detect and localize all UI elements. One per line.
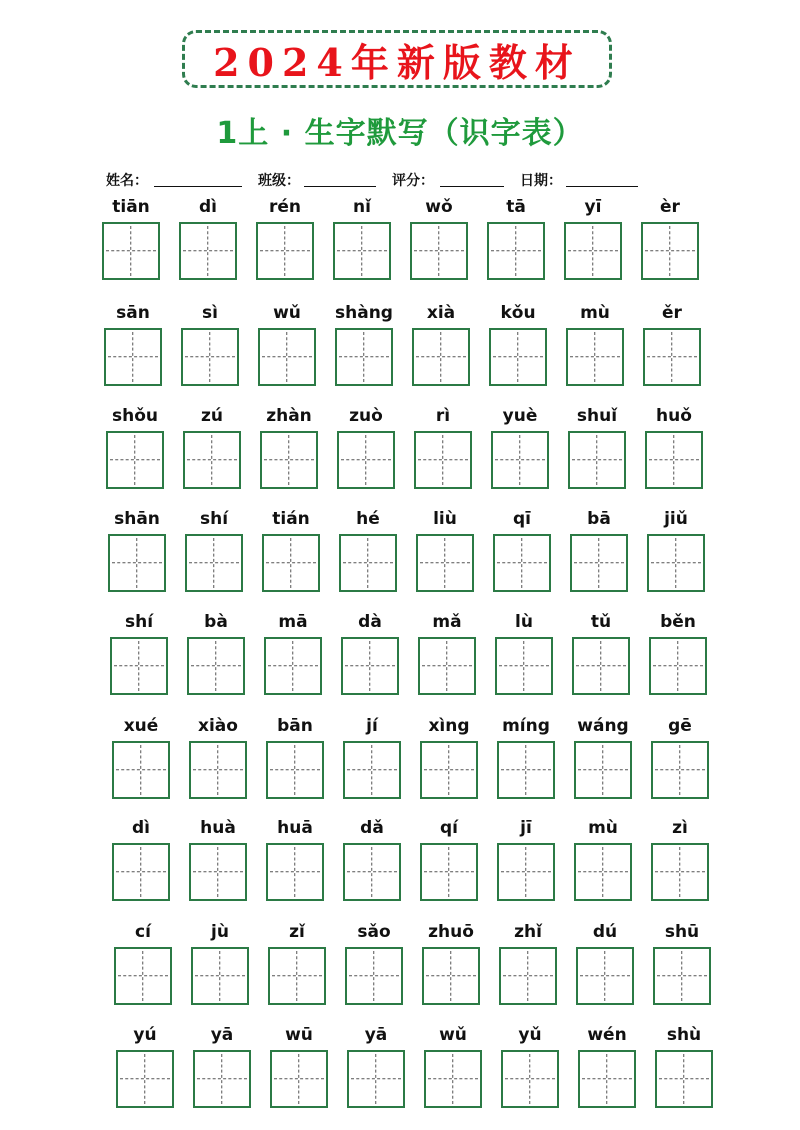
writing-box[interactable] (116, 1050, 174, 1108)
char-cell (341, 716, 403, 802)
pinyin-label: wū (285, 1025, 313, 1045)
pinyin-label: ěr (662, 303, 682, 323)
char-cell (102, 303, 164, 389)
pinyin-label: mù (588, 818, 618, 838)
pinyin-label: míng (502, 716, 550, 736)
writing-box[interactable] (112, 741, 170, 799)
writing-box[interactable] (266, 741, 324, 799)
char-cell (191, 1025, 253, 1111)
pinyin-label: zhuō (428, 922, 474, 942)
char-cell (562, 197, 624, 283)
pinyin-label: wén (587, 1025, 627, 1045)
writing-box[interactable] (268, 947, 326, 1005)
char-cell (335, 406, 397, 492)
char-cell (185, 612, 247, 698)
writing-box[interactable] (649, 637, 707, 695)
writing-box[interactable] (193, 1050, 251, 1108)
pinyin-label: hé (356, 509, 380, 529)
writing-box[interactable] (574, 843, 632, 901)
pinyin-label: xià (426, 303, 456, 323)
pinyin-label: běn (660, 612, 696, 632)
writing-box[interactable] (343, 843, 401, 901)
writing-box[interactable] (106, 431, 164, 489)
writing-box[interactable] (189, 741, 247, 799)
pinyin-label: tǔ (590, 612, 612, 632)
writing-box[interactable] (191, 947, 249, 1005)
pinyin-label: jiǔ (664, 509, 688, 529)
pinyin-label: dǎ (360, 818, 384, 838)
pinyin-label: liù (433, 509, 457, 529)
writing-box[interactable] (493, 534, 551, 592)
writing-box[interactable] (489, 328, 547, 386)
pinyin-label: xiào (198, 716, 238, 736)
char-cell (333, 303, 395, 389)
pinyin-label: bā (587, 509, 611, 529)
char-cell (100, 197, 162, 283)
char-cell (110, 818, 172, 904)
pinyin-label: shǒu (111, 406, 158, 426)
char-cell (564, 303, 626, 389)
char-cell (331, 197, 393, 283)
class-label: 班级： (258, 173, 300, 189)
writing-box[interactable] (424, 1050, 482, 1108)
pinyin-label: cí (135, 922, 151, 942)
writing-box[interactable] (491, 431, 549, 489)
char-cell (641, 303, 703, 389)
char-cell (260, 509, 322, 595)
char-cell (497, 922, 559, 1008)
pinyin-label: qī (513, 509, 531, 529)
pinyin-label: mā (278, 612, 308, 632)
banner-title: 2024年新版教材 (213, 39, 581, 85)
char-cell (339, 612, 401, 698)
char-cell (258, 406, 320, 492)
writing-box[interactable] (189, 843, 247, 901)
pinyin-label: yú (133, 1025, 157, 1045)
writing-box[interactable] (568, 431, 626, 489)
writing-box[interactable] (347, 1050, 405, 1108)
pinyin-label: yuè (502, 406, 538, 426)
char-cell (485, 197, 547, 283)
writing-box[interactable] (114, 947, 172, 1005)
char-cell (266, 922, 328, 1008)
char-cell (418, 818, 480, 904)
char-cell (189, 922, 251, 1008)
char-cell (110, 716, 172, 802)
char-cell (177, 197, 239, 283)
char-cell (572, 818, 634, 904)
char-cell (337, 509, 399, 595)
char-cell (489, 406, 551, 492)
char-cell (495, 716, 557, 802)
pinyin-label: shù (666, 1025, 702, 1045)
char-cell (183, 509, 245, 595)
writing-box[interactable] (566, 328, 624, 386)
pinyin-label: mǎ (432, 612, 462, 632)
pinyin-label: shū (664, 922, 700, 942)
pinyin-label: yī (584, 197, 602, 217)
writing-box[interactable] (345, 947, 403, 1005)
writing-box[interactable] (341, 637, 399, 695)
pinyin-label: bà (204, 612, 228, 632)
writing-box[interactable] (333, 222, 391, 280)
pinyin-label: rì (435, 406, 451, 426)
char-cell (181, 406, 243, 492)
char-cell (410, 303, 472, 389)
pinyin-label: wǔ (439, 1025, 467, 1045)
pinyin-label: huā (277, 818, 313, 838)
pinyin-label: zǐ (289, 922, 305, 942)
writing-box[interactable] (343, 741, 401, 799)
pinyin-label: yā (210, 1025, 234, 1045)
pinyin-label: zhàn (266, 406, 312, 426)
writing-box[interactable] (643, 328, 701, 386)
char-cell (179, 303, 241, 389)
char-cell (491, 509, 553, 595)
pinyin-label: jī (520, 818, 532, 838)
pinyin-label: wǒ (425, 197, 453, 217)
pinyin-label: kǒu (500, 303, 536, 323)
pinyin-label: zuò (349, 406, 383, 426)
writing-box[interactable] (576, 947, 634, 1005)
writing-box[interactable] (183, 431, 241, 489)
pinyin-label: lù (515, 612, 533, 632)
char-cell (256, 303, 318, 389)
writing-box[interactable] (487, 222, 545, 280)
writing-box[interactable] (414, 431, 472, 489)
char-cell (570, 612, 632, 698)
char-cell (408, 197, 470, 283)
writing-box[interactable] (416, 534, 474, 592)
char-cell (649, 818, 711, 904)
writing-box[interactable] (256, 222, 314, 280)
writing-box[interactable] (181, 328, 239, 386)
pinyin-label: huà (200, 818, 236, 838)
char-cell (649, 716, 711, 802)
char-cell (264, 716, 326, 802)
pinyin-label: xué (123, 716, 159, 736)
pinyin-label: bān (277, 716, 313, 736)
char-cell (495, 818, 557, 904)
char-cell (114, 1025, 176, 1111)
char-cell (412, 406, 474, 492)
char-cell (493, 612, 555, 698)
pinyin-label: tián (272, 509, 310, 529)
pinyin-label: yǔ (518, 1025, 542, 1045)
pinyin-label: shí (199, 509, 229, 529)
writing-box[interactable] (647, 534, 705, 592)
pinyin-label: shí (124, 612, 154, 632)
char-cell (112, 922, 174, 1008)
writing-box[interactable] (497, 843, 555, 901)
writing-box[interactable] (270, 1050, 328, 1108)
writing-box[interactable] (497, 741, 555, 799)
page-subtitle: 1上 · 生字默写（识字表） (216, 116, 584, 151)
char-cell (268, 1025, 330, 1111)
name-label: 姓名： (106, 173, 148, 189)
pinyin-label: nǐ (353, 197, 371, 217)
pinyin-label: sì (202, 303, 218, 323)
writing-box[interactable] (258, 328, 316, 386)
writing-box[interactable] (572, 637, 630, 695)
pinyin-label: tā (506, 197, 526, 217)
writing-box[interactable] (499, 947, 557, 1005)
pinyin-label: dà (358, 612, 382, 632)
writing-box[interactable] (260, 431, 318, 489)
writing-box[interactable] (495, 637, 553, 695)
char-cell (418, 716, 480, 802)
char-cell (414, 509, 476, 595)
pinyin-label: zhǐ (514, 922, 542, 942)
writing-box[interactable] (187, 637, 245, 695)
writing-box[interactable] (337, 431, 395, 489)
writing-box[interactable] (339, 534, 397, 592)
char-cell (108, 612, 170, 698)
pinyin-label: shuǐ (576, 406, 618, 426)
char-cell (653, 1025, 715, 1111)
writing-box[interactable] (651, 741, 709, 799)
pinyin-label: qí (440, 818, 458, 838)
char-cell (416, 612, 478, 698)
writing-box[interactable] (574, 741, 632, 799)
pinyin-label: dì (132, 818, 150, 838)
char-cell (420, 922, 482, 1008)
char-cell (566, 406, 628, 492)
char-cell (643, 406, 705, 492)
writing-box[interactable] (112, 843, 170, 901)
pinyin-label: shān (114, 509, 160, 529)
writing-box[interactable] (564, 222, 622, 280)
writing-box[interactable] (641, 222, 699, 280)
char-cell (574, 922, 636, 1008)
writing-box[interactable] (422, 947, 480, 1005)
pinyin-label: gē (668, 716, 692, 736)
char-cell (568, 509, 630, 595)
char-cell (106, 509, 168, 595)
writing-box[interactable] (179, 222, 237, 280)
writing-box[interactable] (104, 328, 162, 386)
pinyin-label: xìng (428, 716, 470, 736)
pinyin-label: sān (116, 303, 150, 323)
char-cell (651, 922, 713, 1008)
pinyin-label: èr (660, 197, 680, 217)
char-cell (264, 818, 326, 904)
char-cell (187, 818, 249, 904)
writing-box[interactable] (108, 534, 166, 592)
char-cell (104, 406, 166, 492)
char-cell (499, 1025, 561, 1111)
writing-box[interactable] (264, 637, 322, 695)
char-cell (343, 922, 405, 1008)
pinyin-label: shàng (335, 303, 393, 323)
writing-box[interactable] (653, 947, 711, 1005)
pinyin-label: rén (268, 197, 302, 217)
pinyin-label: wáng (577, 716, 629, 736)
pinyin-label: sǎo (357, 922, 391, 942)
char-cell (572, 716, 634, 802)
writing-box[interactable] (578, 1050, 636, 1108)
writing-box[interactable] (266, 843, 324, 901)
writing-box[interactable] (570, 534, 628, 592)
writing-box[interactable] (645, 431, 703, 489)
pinyin-label: huǒ (656, 406, 692, 426)
pinyin-label: dì (199, 197, 217, 217)
writing-box[interactable] (335, 328, 393, 386)
pinyin-label: mù (580, 303, 610, 323)
char-cell (341, 818, 403, 904)
char-cell (262, 612, 324, 698)
char-cell (254, 197, 316, 283)
writing-box[interactable] (651, 843, 709, 901)
writing-box[interactable] (418, 637, 476, 695)
writing-box[interactable] (501, 1050, 559, 1108)
char-cell (645, 509, 707, 595)
pinyin-label: wǔ (273, 303, 301, 323)
writing-box[interactable] (110, 637, 168, 695)
writing-box[interactable] (655, 1050, 713, 1108)
char-cell (187, 716, 249, 802)
writing-box[interactable] (420, 741, 478, 799)
char-cell (576, 1025, 638, 1111)
pinyin-label: jù (211, 922, 229, 942)
writing-box[interactable] (420, 843, 478, 901)
writing-box[interactable] (412, 328, 470, 386)
pinyin-label: jí (366, 716, 378, 736)
score-label: 评分： (392, 173, 434, 189)
writing-box[interactable] (410, 222, 468, 280)
pinyin-label: zì (672, 818, 688, 838)
char-cell (422, 1025, 484, 1111)
char-cell (487, 303, 549, 389)
char-cell (639, 197, 701, 283)
date-label: 日期： (520, 173, 562, 189)
pinyin-label: zú (201, 406, 223, 426)
writing-box[interactable] (262, 534, 320, 592)
char-cell (345, 1025, 407, 1111)
pinyin-label: yā (364, 1025, 388, 1045)
pinyin-label: tiān (112, 197, 150, 217)
writing-box[interactable] (185, 534, 243, 592)
pinyin-label: dú (592, 922, 618, 942)
writing-box[interactable] (102, 222, 160, 280)
char-cell (647, 612, 709, 698)
